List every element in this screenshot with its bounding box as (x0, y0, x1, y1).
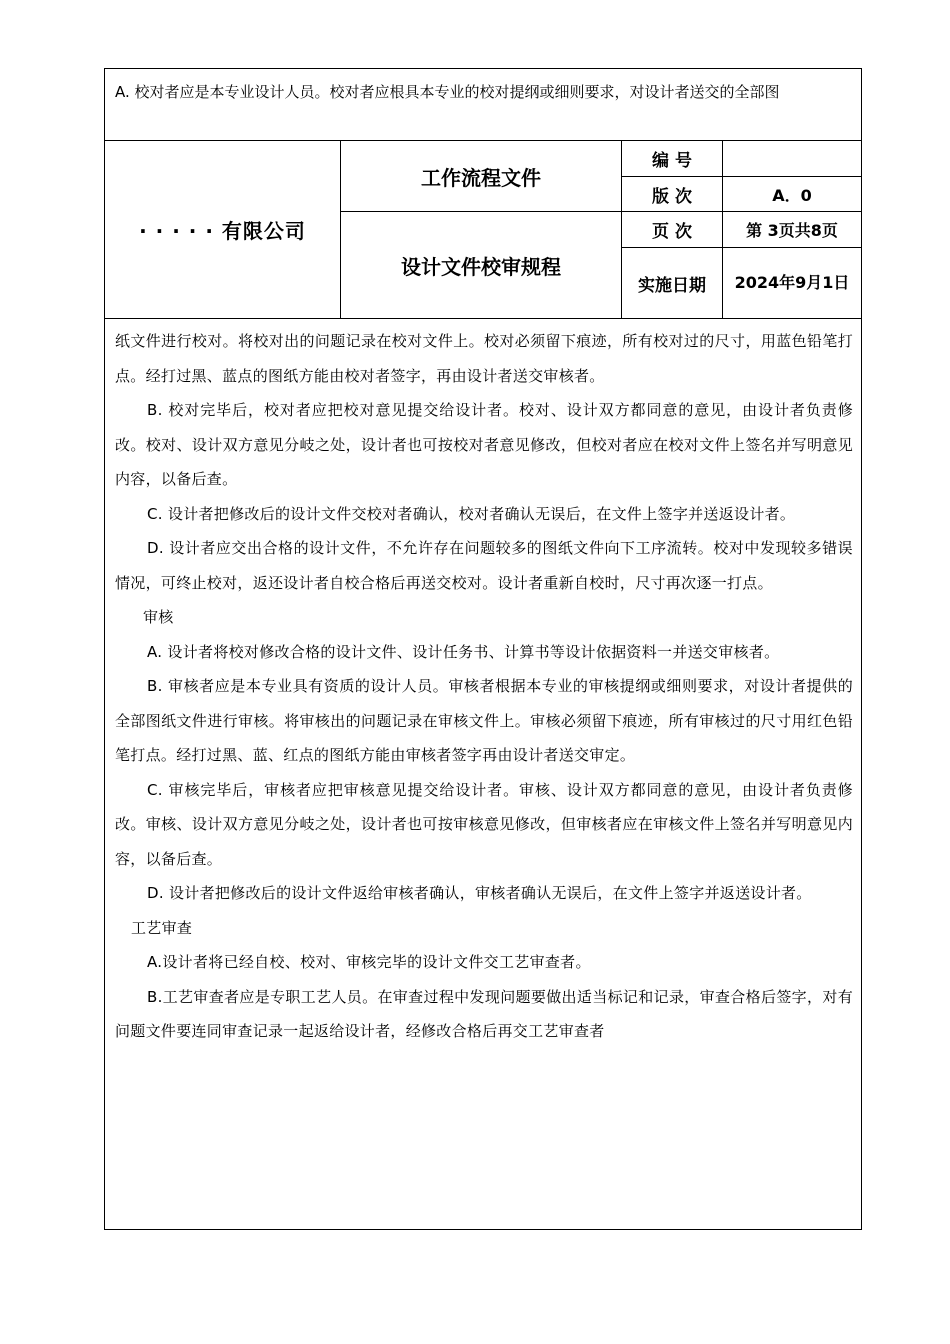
paragraph: B.工艺审查者应是专职工艺人员。在审查过程中发现问题要做出适当标记和记录，审查合格后签字，对有问题文件要连同审查记录一起返给设计者，经修改合格后再交工艺审查者 (115, 987, 853, 1040)
doc-number-value (723, 141, 861, 177)
paragraph: C. 设计者把修改后的设计文件交校对者确认，校对者确认无误后，在文件上签字并送返设计者。 (147, 504, 796, 523)
paragraph: B. 校对完毕后，校对者应把校对意见提交给设计者。校对、设计双方都同意的意见，由设计者负责修改。校对、设计双方意见分岐之处，设计者也可按校对者意见修改，但校对者应在校对文件上签名并写明意见内容，以备后查。 (115, 401, 853, 488)
document-header-table (105, 141, 861, 319)
revision-value: A．0 (723, 177, 861, 212)
paragraph: D. 设计者把修改后的设计文件返给审核者确认，审核者确认无误后，在文件上签字并返送设计者。 (147, 884, 812, 902)
effective-date-value: 2024年9月1日 (734, 273, 850, 292)
page-value: 第 3页共8页 (723, 212, 861, 248)
page-label: 页 次 (622, 212, 723, 248)
continued-paragraph: A. 校对者应是本专业设计人员。校对者应根具本专业的校对提纲或细则要求，对设计者送交的全部图 (105, 69, 861, 141)
paragraph: C. 审核完毕后，审核者应把审核意见提交给设计者。审核、设计双方都同意的意见，由设计者负责修改。审核、设计双方意见分岐之处，设计者也可按审核意见修改，但审核者应在审核文件上签名并写明意见内容，以备后查。 (115, 780, 853, 868)
document-body (115, 324, 853, 1049)
section-heading: 工艺审查 (131, 918, 193, 937)
document-frame (104, 68, 862, 1230)
document-type: 工作流程文件 (341, 141, 622, 212)
document-title: 设计文件校审规程 (341, 212, 622, 318)
paragraph: B. 审核者应是本专业具有资质的设计人员。审核者根据本专业的审核提纲或细则要求，对设计者提供的全部图纸文件进行审核。将审核出的问题记录在审核文件上。审核必须留下痕迹，所有审核过的尺寸用红色铅笔打点。经打过黑、蓝、红点的图纸方能由审核者签字再由设计者送交审定。 (115, 677, 853, 764)
effective-date-label: 实施日期 (622, 248, 723, 318)
section-heading: 审核 (143, 608, 174, 626)
paragraph: 纸文件进行校对。将校对出的问题记录在校对文件上。校对必须留下痕迹，所有校对过的尺寸，用蓝色铅笔打点。经打过黑、蓝点的图纸方能由校对者签字，再由设计者送交审核者。 (115, 332, 853, 385)
paragraph: D. 设计者应交出合格的设计文件，不允许存在问题较多的图纸文件向下工序流转。校对中发现较多错误情况，可终止校对，返还设计者自校合格后再送交校对。设计者重新自校时，尺寸再次逐一打点。 (115, 539, 853, 592)
revision-label: 版 次 (622, 177, 723, 212)
paragraph: A.设计者将已经自校、校对、审核完毕的设计文件交工艺审查者。 (147, 953, 591, 971)
doc-number-label: 编 号 (622, 141, 723, 177)
paragraph: A. 设计者将校对修改合格的设计文件、设计任务书、计算书等设计依据资料一并送交审核者。 (147, 642, 780, 661)
company-name: · · · · · 有限公司 (105, 141, 341, 318)
